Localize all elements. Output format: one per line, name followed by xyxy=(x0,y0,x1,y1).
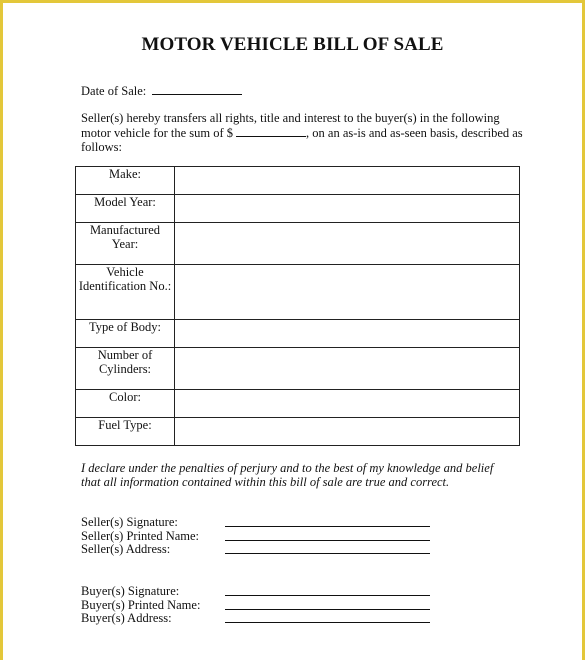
transfer-paragraph xyxy=(81,111,521,154)
perjury-declaration: I declare under the penalties of perjury and to the best of my knowledge and belief that all information contained within this bill of sale are true and correct. xyxy=(81,461,494,489)
field-label-fuel-type: Fuel Type: xyxy=(76,418,175,446)
table-row xyxy=(76,348,520,390)
date-of-sale-field[interactable] xyxy=(152,83,242,95)
field-value-color[interactable] xyxy=(175,390,520,418)
table-row xyxy=(76,167,520,195)
seller-signature-label: Seller(s) Signature: xyxy=(81,515,178,529)
field-label-model-year: Model Year: xyxy=(76,195,175,223)
field-value-vin[interactable] xyxy=(175,265,520,320)
field-value-cylinders[interactable] xyxy=(175,348,520,390)
vehicle-details-table xyxy=(75,166,520,446)
buyer-signature-row xyxy=(81,585,200,599)
date-of-sale-label: Date of Sale: xyxy=(81,84,147,98)
seller-printed-name-field[interactable] xyxy=(225,540,430,541)
buyer-printed-name-field[interactable] xyxy=(225,609,430,610)
field-label-make: Make: xyxy=(76,167,175,195)
table-row xyxy=(76,223,520,265)
buyer-printed-name-row xyxy=(81,599,200,613)
field-label-cylinders: Number of Cylinders: xyxy=(76,348,175,390)
buyer-address-label: Buyer(s) Address: xyxy=(81,611,172,625)
table-row xyxy=(76,418,520,446)
field-value-manufactured-year[interactable] xyxy=(175,223,520,265)
buyer-printed-name-label: Buyer(s) Printed Name: xyxy=(81,597,201,612)
table-row xyxy=(76,390,520,418)
field-label-manufactured-year: Manufactured Year: xyxy=(76,223,175,265)
page-bottom-fade xyxy=(3,638,582,660)
paragraph-line-2b: , on an as-is and as-seen basis, described as xyxy=(306,126,523,140)
buyer-address-field[interactable] xyxy=(225,622,430,623)
paragraph-line-2a: motor vehicle for the sum of $ xyxy=(81,126,234,140)
table-row xyxy=(76,265,520,320)
buyer-signature-block xyxy=(81,585,200,626)
field-label-body-type: Type of Body: xyxy=(76,320,175,348)
table-row xyxy=(76,320,520,348)
seller-signature-field[interactable] xyxy=(225,526,430,527)
seller-address-field[interactable] xyxy=(225,553,430,554)
seller-printed-name-label: Seller(s) Printed Name: xyxy=(81,528,200,543)
field-label-vin: Vehicle Identification No.: xyxy=(76,265,175,320)
sale-amount-field[interactable] xyxy=(236,125,306,137)
paragraph-line-3: follows: xyxy=(81,140,122,154)
field-value-body-type[interactable] xyxy=(175,320,520,348)
seller-signature-block xyxy=(81,516,199,557)
buyer-address-row xyxy=(81,612,200,626)
date-of-sale xyxy=(81,83,242,98)
field-value-fuel-type[interactable] xyxy=(175,418,520,446)
field-value-make[interactable] xyxy=(175,167,520,195)
page-title: MOTOR VEHICLE BILL OF SALE xyxy=(141,34,444,55)
paragraph-line-1: Seller(s) hereby transfers all rights, title and interest to the buyer(s) in the following xyxy=(81,111,500,125)
paragraph-line-2 xyxy=(81,125,521,140)
seller-address-label: Seller(s) Address: xyxy=(81,542,171,556)
seller-printed-name-row xyxy=(81,530,199,544)
field-value-model-year[interactable] xyxy=(175,195,520,223)
table-row xyxy=(76,195,520,223)
buyer-signature-label: Buyer(s) Signature: xyxy=(81,584,180,598)
buyer-signature-field[interactable] xyxy=(225,595,430,596)
seller-signature-row xyxy=(81,516,199,530)
seller-address-row xyxy=(81,543,199,557)
field-label-color: Color: xyxy=(76,390,175,418)
